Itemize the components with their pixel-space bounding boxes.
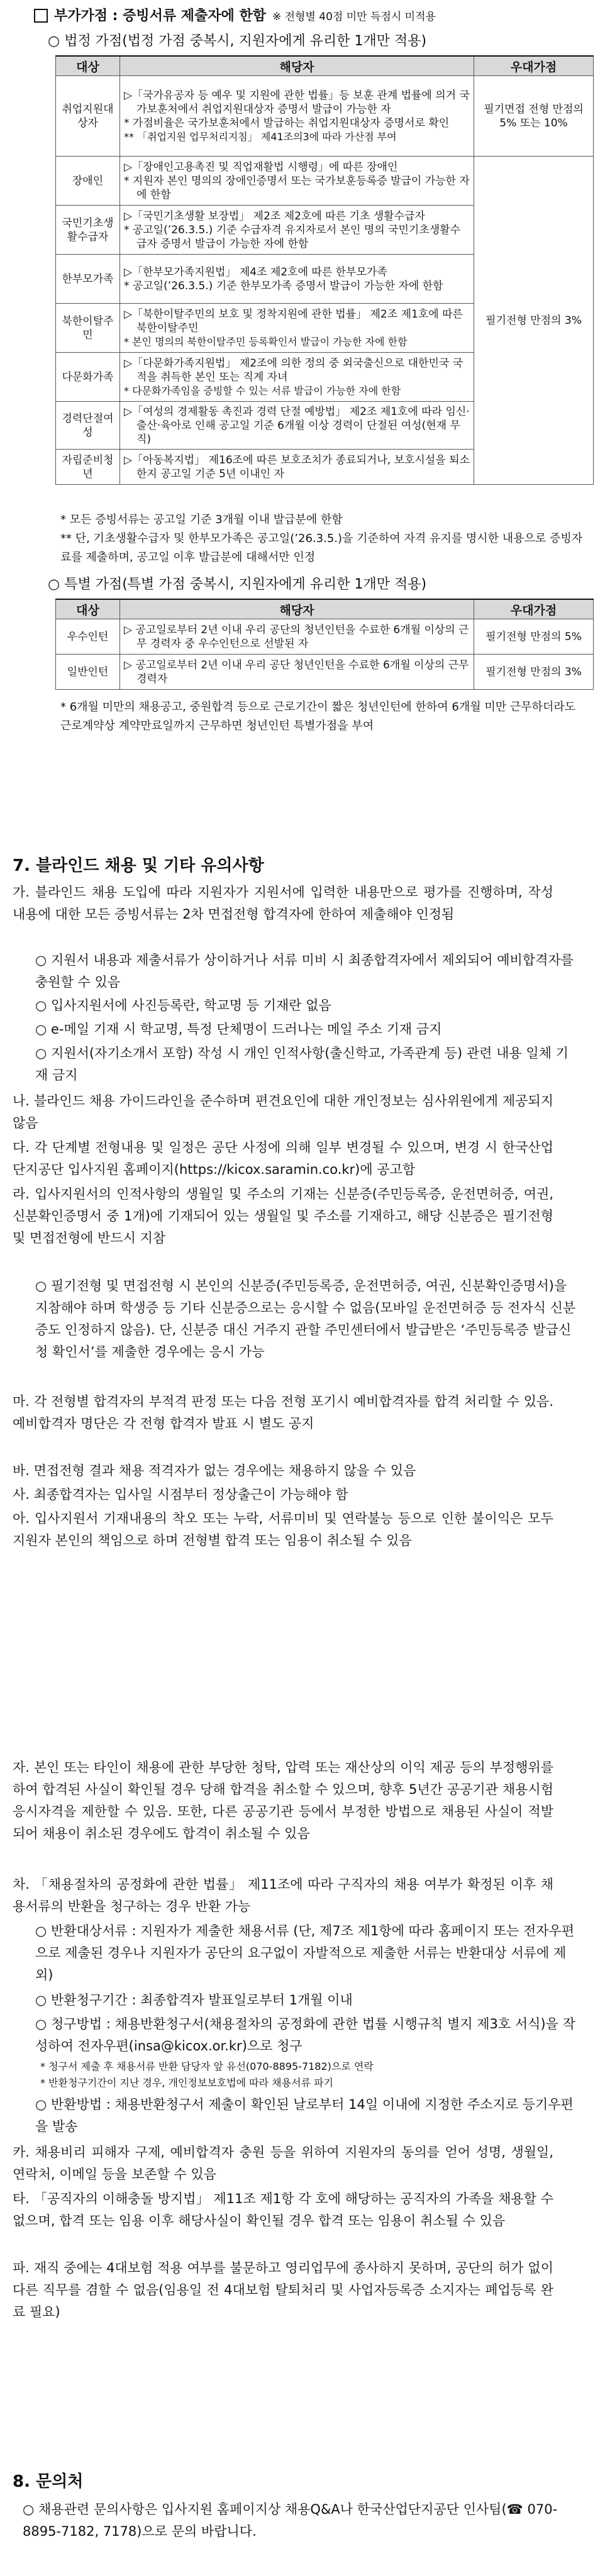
clause-na: 나. 블라인드 채용 가이드라인을 준수하며 편견요인에 대한 개인정보는 심사위원에게 제공되지 않음 xyxy=(13,1093,553,1130)
description-line: ▷「여성의 경제활동 촉진과 경력 단절 예방법」 제2조 제1호에 따라 임신·출산·육아로 인해 공고일 기준 6개월 이상 경력이 단절된 여성(현재 무직) xyxy=(124,405,470,446)
target-cell: 취업지원대상자 xyxy=(56,76,120,157)
clause-ga-bullet: ○ 지원서(자기소개서 포함) 작성 시 개인 인적사항(출신학교, 가족관계 등) 관련 내용 일체 기재 금지 xyxy=(35,1046,569,1083)
column-header: 해당자 xyxy=(120,599,474,619)
description-line: ▷「한부모가족지원법」 제4조 제2호에 따른 한부모가족 xyxy=(124,265,387,279)
clause-ma: 마. 각 전형별 합격자의 부적격 판정 또는 다음 전형 포기시 예비합격자를 합격 처리할 수 있음. 예비합격자 명단은 각 전형 합격자 발표 시 별도 공지 xyxy=(13,1394,553,1431)
bonus-cell: 필기전형 만점의 3% xyxy=(474,157,594,485)
table-row xyxy=(56,157,594,206)
clause-ta: 타. 「공직자의 이해충돌 방지법」 제11조 제1항 각 호에 해당하는 공직자의 가족을 채용할 수 없으며, 합격 또는 임용 이후 해당사실이 확인될 경우 합격 또는 임용이 취소될 수 있음 xyxy=(13,2191,553,2228)
description-cell xyxy=(120,206,474,255)
clause-ra: 라. 입사지원서의 인적사항의 생월일 및 주소의 기재는 신분증(주민등록증, 운전면허증, 여권, 신분확인증명서 중 1개)에 기재되어 있는 생월일 및 주소를 기재하고, 해당 신분증은 필기전형 및 면접전형에 반드시 지참 xyxy=(13,1186,553,1246)
description-cell xyxy=(120,255,474,304)
target-cell: 장애인 xyxy=(56,157,120,206)
description-cell xyxy=(120,304,474,353)
legal-bonus-table xyxy=(55,55,594,485)
description-line: * 다문화가족임을 증빙할 수 있는 서류 발급이 가능한 자에 한함 xyxy=(124,384,401,397)
clause-ra-bullet: ○ 필기전형 및 면접전형 시 본인의 신분증(주민등록증, 운전면허증, 여권, 신분확인증명서)을 지참해야 하며 학생증 등 기타 신분증으로는 응시할 수 없음(모바일 운전면허증 등 전자식 신분증도 인정하지 않음). 단, 신분증 대신 거주지 관할 주민센터에서 발급받은 ‘주민등록증 발급신청 확인서’를 제출한 경우에는 응시 가능 xyxy=(35,1278,576,1359)
description-line: ▷「장애인고용촉진 및 직업재활법 시행령」에 따른 장애인 xyxy=(124,160,398,174)
description-cell xyxy=(120,619,474,655)
clause-ga-bullet: ○ 입사지원서에 사진등록란, 학교명 등 기재란 없음 xyxy=(35,998,331,1013)
description-line: ▷ 공고일로부터 2년 이내 우리 공단 청년인턴을 수료한 6개월 이상의 근무 경력자 xyxy=(124,658,469,685)
target-cell: 한부모가족 xyxy=(56,255,120,304)
description-line: ▷「다문화가족지원법」 제2조에 의한 정의 중 외국출신으로 대한민국 국적을 취득한 본인 또는 직계 자녀 xyxy=(124,357,463,384)
description-line: ** 「취업지원 업무처리지침」 제41조의3에 따라 가산점 부여 xyxy=(124,130,397,143)
description-cell xyxy=(120,157,474,206)
clause-ja: 자. 본인 또는 타인이 채용에 관한 부당한 청탁, 압력 또는 재산상의 이익 제공 등의 부정행위를 하여 합격된 사실이 확인될 경우 당해 합격을 취소할 수 있으며, 향후 5년간 공공기관 채용시험 응시자격을 제한할 수 있음. 또한, 다른 공공기관 등에서 부정한 방법으로 채용된 사실이 적발되어 채용이 취소된 경우에도 합격이 취소될 수 있음 xyxy=(13,1760,553,1841)
clause-cha-note: * 반환청구기간이 지난 경우, 개인정보보호법에 따라 채용서류 파기 xyxy=(40,2077,334,2089)
clause-ga: 가. 블라인드 채용 도입에 따라 지원자가 지원서에 입력한 내용만으로 평가를 진행하며, 작성 내용에 대한 모든 증빙서류는 2차 면접전형 합격자에 한하여 제출해야 인정됨 xyxy=(13,885,553,922)
bonus-section-note: ※ 전형별 40점 미만 득점시 미적용 xyxy=(272,11,436,23)
bonus-cell: 필기면접 전형 만점의 5% 또는 10% xyxy=(474,76,594,157)
target-cell: 다문화가족 xyxy=(56,353,120,402)
description-line: * 공고일(’26.3.5.) 기준 수급자격 유지자로서 본인 명의 국민기초생활수급자 증명서 발급이 가능한 자에 한함 xyxy=(124,223,461,250)
description-cell xyxy=(120,353,474,402)
clause-cha-bullet: ○ 청구방법 : 채용반환청구서(채용절차의 공정화에 관한 법률 시행규칙 별지 제3호 서식)을 작성하여 전자우편(insa@kicox.or.kr)으로 청구 xyxy=(35,2016,575,2054)
clause-a: 아. 입사지원서 기재내용의 착오 또는 누락, 서류미비 및 연락불능 등으로 인한 불이익은 모두 지원자 본인의 책임으로 하며 전형별 합격 또는 임용이 취소될 수 있음 xyxy=(13,1511,553,1548)
description-line: ▷「아동복지법」 제16조에 따른 보호조치가 종료되거나, 보호시설을 퇴소한지 공고일 기준 5년 이내인 자 xyxy=(124,453,470,480)
description-line: * 지원자 본인 명의의 장애인증명서 또는 국가보훈등록증 발급이 가능한 자에 한함 xyxy=(124,174,470,201)
description-cell xyxy=(120,655,474,690)
special-footnote: * 6개월 미만의 채용공고, 중원합격 등으로 근로기간이 짧은 청년인턴에 한하여 6개월 미만 근무하더라도 근로계약상 계약만료일까지 근무하면 청년인턴 특별가점을 부여 xyxy=(60,700,576,732)
clause-cha-bullet: ○ 반환방법 : 채용반환청구서 제출이 확인된 날로부터 14일 이내에 지정한 주소지로 등기우편을 발송 xyxy=(35,2097,574,2134)
bonus-section-title: 부가가점 : 증빙서류 제출자에 한함 xyxy=(54,8,266,24)
bonus-cell: 필기전형 만점의 5% xyxy=(474,619,594,655)
column-header: 우대가점 xyxy=(474,56,594,76)
legal-footnotes xyxy=(60,511,589,567)
clause-cha: 차. 「채용절차의 공정화에 관한 법률」 제11조에 따라 구직자의 채용 여부가 확정된 이후 채용서류의 반환을 청구하는 경우 반환 가능 xyxy=(13,1877,553,1914)
column-header: 대상 xyxy=(56,56,120,76)
section7-title: 7. 블라인드 채용 및 기타 유의사항 xyxy=(13,856,264,875)
footnote: ** 단, 기초생활수급자 및 한부모가족은 공고일(’26.3.5.)을 기준하여 자격 유지를 명시한 내용으로 증빙자료를 제출하며, 공고일 이후 발급분에 대해서만 인정 xyxy=(60,532,583,564)
description-cell xyxy=(120,76,474,157)
clause-ga-bullet: ○ 지원서 내용과 제출서류가 상이하거나 서류 미비 시 최종합격자에서 제외되어 예비합격자를 충원할 수 있음 xyxy=(35,953,574,990)
contact-info: ○ 채용관련 문의사항은 입사지원 홈페이지상 채용Q&A나 한국산업단지공단 인사팀(☎ 070-8895-7182, 7178)으로 문의 바랍니다. xyxy=(23,2502,558,2539)
description-line: ▷「국민기초생활 보장법」 제2조 제2호에 따른 기초 생활수급자 xyxy=(124,209,425,223)
target-cell: 경력단절여성 xyxy=(56,402,120,450)
clause-ka: 카. 채용비리 피해자 구제, 예비합격자 충원 등을 위하여 지원자의 동의를 얻어 성명, 생월일, 연락처, 이메일 등을 보존할 수 있음 xyxy=(13,2145,553,2182)
legal-bonus-heading: ○ 법정 가점(법정 가점 중복시, 지원자에게 유리한 1개만 적용) xyxy=(48,33,427,49)
clause-sa: 사. 최종합격자는 입사일 시점부터 정상출근이 가능해야 함 xyxy=(13,1487,348,1502)
special-bonus-table xyxy=(55,599,594,690)
section8-title: 8. 문의처 xyxy=(13,2472,84,2491)
description-line: * 본인 명의의 북한이탈주민 등록확인서 발급이 가능한 자에 한함 xyxy=(124,335,408,348)
description-cell xyxy=(120,402,474,450)
clause-cha-bullet: ○ 반환청구기간 : 최종합격자 발표일로부터 1개월 이내 xyxy=(35,1993,353,2008)
description-line: ▷「북한이탈주민의 보호 및 정착지원에 관한 법률」 제2조 제1호에 따른 북한이탈주민 xyxy=(124,307,463,334)
column-header: 우대가점 xyxy=(474,599,594,619)
clause-cha-bullet: ○ 반환대상서류 : 지원자가 제출한 채용서류 (단, 제7조 제1항에 따라 홈페이지 또는 전자우편으로 제출된 경우나 지원자가 공단의 요구없이 자발적으로 제출한 서류는 반환대상 서류에 제외) xyxy=(35,1923,575,1982)
bonus-cell: 필기전형 만점의 3% xyxy=(474,655,594,690)
column-header: 해당자 xyxy=(120,56,474,76)
description-line: * 공고일(’26.3.5.) 기준 한부모가족 증명서 발급이 가능한 자에 한함 xyxy=(124,279,443,292)
clause-cha-note: * 청구서 제출 후 채용서류 반환 담당자 앞 유선(070-8895-7182)으로 연락 xyxy=(40,2060,374,2072)
table-row xyxy=(56,655,594,690)
bonus-section-header xyxy=(34,5,436,25)
clause-ga-bullet: ○ e-메일 기재 시 학교명, 특정 단체명이 드러나는 메일 주소 기재 금지 xyxy=(35,1022,442,1037)
description-line: ▷ 공고일로부터 2년 이내 우리 공단의 청년인턴을 수료한 6개월 이상의 근무 경력자 중 우수인턴으로 선발된 자 xyxy=(124,623,469,650)
target-cell: 일반인턴 xyxy=(56,655,120,690)
target-cell: 자립준비청년 xyxy=(56,450,120,485)
column-header: 대상 xyxy=(56,599,120,619)
description-line: ▷「국가유공자 등 예우 및 지원에 관한 법률」등 보훈 관계 법률에 의거 국가보훈처에서 취업지원대상자 증명서 발급이 가능한 자 xyxy=(124,89,470,116)
footnote: * 모든 증빙서류는 공고일 기준 3개월 이내 발급분에 한함 xyxy=(60,513,343,526)
description-line: * 가점비율은 국가보훈처에서 발급하는 취업지원대상자 증명서로 확인 xyxy=(124,116,450,130)
clause-ba: 바. 면접전형 결과 채용 적격자가 없는 경우에는 채용하지 않을 수 있음 xyxy=(13,1463,416,1478)
target-cell: 우수인턴 xyxy=(56,619,120,655)
clause-pa: 파. 재직 중에는 4대보험 적용 여부를 불문하고 영리업무에 종사하지 못하며, 공단의 허가 없이 다른 직무를 겸할 수 없음(임용일 전 4대보험 탈퇴처리 및 사업자등록증 소지자는 폐업등록 완료 필요) xyxy=(13,2260,553,2319)
checkbox-square-icon xyxy=(34,9,48,23)
special-bonus-heading: ○ 특별 가점(특별 가점 중복시, 지원자에게 유리한 1개만 적용) xyxy=(48,577,427,592)
table-row xyxy=(56,76,594,157)
description-cell xyxy=(120,450,474,485)
clause-da: 다. 각 단계별 전형내용 및 일정은 공단 사정에 의해 일부 변경될 수 있으며, 변경 시 한국산업단지공단 입사지원 홈페이지(https://kicox.saramin.co.kr)에 공고함 xyxy=(13,1140,553,1177)
table-row xyxy=(56,619,594,655)
target-cell: 북한이탈주민 xyxy=(56,304,120,353)
target-cell: 국민기초생활수급자 xyxy=(56,206,120,255)
